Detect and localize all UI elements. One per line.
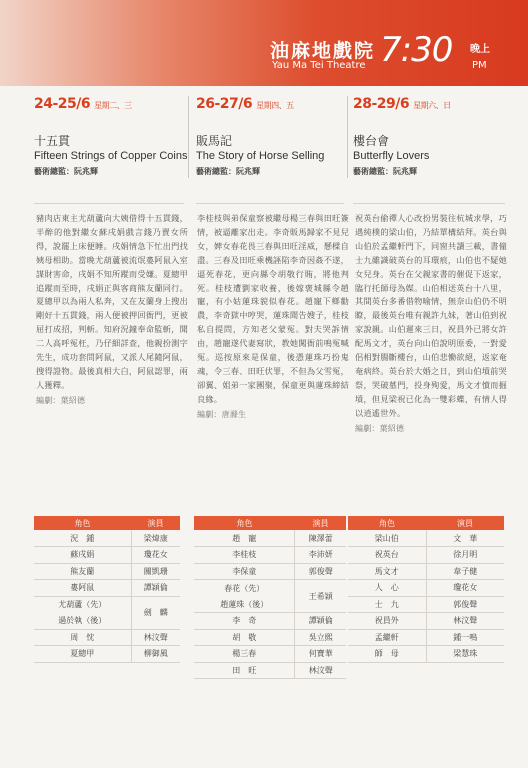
actor-cell: 譚穎倫 — [131, 580, 180, 597]
role-cell: 夏總甲 — [34, 646, 131, 663]
role-cell: 孟繼軒 — [348, 629, 426, 646]
table-row — [194, 613, 346, 630]
show-editor: 編劇：葉紹德 — [36, 395, 86, 405]
cast-header-actor: 演員 — [131, 516, 180, 530]
show-weekday: 星期六、日 — [413, 101, 451, 110]
actor-cell: 柳御風 — [131, 646, 180, 663]
role-cell: 祝英台 — [348, 547, 426, 564]
role-cell: 士 九 — [348, 596, 426, 613]
actor-cell: 何寶華 — [295, 646, 346, 663]
table-row — [348, 563, 504, 580]
venue-name-cn: 油麻地戲院 — [270, 40, 376, 62]
show-synopsis — [36, 212, 188, 408]
table-row — [348, 629, 504, 646]
show-date: 24-25/6 星期二、三 — [34, 96, 132, 112]
cast-header-role: 角色 — [34, 516, 131, 530]
actor-cell: 李沛妍 — [295, 547, 346, 564]
table-row — [348, 530, 504, 547]
show-title-cn: 樓台會 — [353, 134, 390, 148]
actor-cell: 瓊花女 — [426, 580, 504, 597]
header-banner — [0, 0, 528, 86]
divider — [34, 203, 184, 204]
cast-header-actor: 演員 — [295, 516, 346, 530]
role-cell: 趙蓮珠（後） — [194, 596, 295, 613]
role-cell: 李桂枝 — [194, 547, 295, 564]
table-row — [34, 530, 180, 547]
show-time-en: PM — [472, 60, 487, 71]
table-row — [34, 580, 180, 597]
role-cell: 熊友蘭 — [34, 563, 131, 580]
actor-cell: 郭俊聲 — [426, 596, 504, 613]
role-cell: 師 母 — [348, 646, 426, 663]
synopsis-text: 祝英台偷禪人心改扮男裝往杭城求學，巧遇純樸的梁山伯，乃結單構結拜。英台與山伯於孟繼軒門下，同窗共讀三載，書僮士九雖識破英台的耳環痕，山伯也不疑她女兒身。英台在父親家書的催促下返家，臨行托師母為媒。山伯相送英台十八里，其間英台多番借物喻情，無奈山伯仍不明瞭，最後英台唯有親許九妹，著山伯到祝家說親。山伯遲來三日，祝員外已將女許配馬文才，英台向山伯說明原委，一對愛侶相對腸斷樓台，山伯悲慟欲絕，返家奄奄病終。英台於大婚之日，到山伯墳前哭祭，哭破墓門，投身殉愛，馬文才憤而掘墳，但見梁祝已化為一雙彩蝶，有情人得以逍遙世外。 — [355, 213, 507, 418]
role-cell: 李保童 — [194, 563, 295, 580]
actor-cell: 王希穎 — [295, 580, 346, 613]
show-director: 藝術總監：阮兆輝 — [353, 167, 417, 176]
cast-header-actor: 演員 — [426, 516, 504, 530]
actor-cell: 郭俊聲 — [295, 563, 346, 580]
actor-cell: 韋子健 — [426, 563, 504, 580]
table-row — [194, 662, 346, 679]
show-column-3 — [353, 96, 509, 177]
actor-cell: 陳澤蕾 — [295, 530, 346, 547]
table-row — [194, 646, 346, 663]
role-cell: 趙 寵 — [194, 530, 295, 547]
actor-cell: 譚穎倫 — [295, 613, 346, 630]
table-row — [34, 596, 180, 613]
show-time-cn: 晚上 — [470, 44, 490, 55]
cast-table-3 — [348, 516, 504, 663]
actor-cell: 吳立熙 — [295, 629, 346, 646]
cast-header-role: 角色 — [194, 516, 295, 530]
actor-cell: 林汶聲 — [295, 662, 346, 679]
show-title-en: The Story of Horse Selling — [196, 150, 325, 162]
actor-cell: 林汶聲 — [426, 613, 504, 630]
cast-table-2 — [194, 516, 346, 679]
role-cell: 周 忱 — [34, 629, 131, 646]
show-editor: 編劇：葉紹德 — [355, 423, 405, 433]
role-cell: 祝員外 — [348, 613, 426, 630]
show-title-cn: 販馬記 — [196, 134, 233, 148]
table-row — [194, 563, 346, 580]
show-title-en: Butterfly Lovers — [353, 150, 430, 162]
show-date: 26-27/6 星期四、五 — [196, 96, 294, 112]
role-cell: 梁山伯 — [348, 530, 426, 547]
divider — [196, 203, 344, 204]
role-cell: 李 奇 — [194, 613, 295, 630]
show-column-1 — [34, 96, 190, 177]
synopsis-text: 豬肉店東主尤葫蘆向大姨借得十五貫錢，半醉的他對繼女蘇戌娟戲言錢乃賣女所得，說罷上床便睡。戌娟情急下忙出門找姨母相助。當晚尤葫蘆被流氓婁阿鼠入室謀財害命，戌娟不知所蹤而受嫌。夏總甲追蹤而至時，戌娟正與客商熊友蘭同行。夏總甲以為兩人私奔，又在友蘭身上搜出剛好十五貫錢，兩人便被押回衙門，更被屈打成招，判斬。知府況鐘奉命監斬，聞二人高呼冤枉，乃仔細詳查，他親扮測字先生，成功套問阿鼠，又派人尾隨阿鼠，搜得證物。最後真相大白，阿鼠認罪，兩人獲釋。 — [36, 213, 188, 390]
actor-cell: 劍 麟 — [131, 596, 180, 629]
show-editor: 編劇：唐滌生 — [197, 409, 247, 419]
show-synopsis — [197, 212, 349, 422]
table-row — [348, 580, 504, 597]
actor-cell: 關凱珊 — [131, 563, 180, 580]
role-cell: 過於執（後） — [34, 613, 131, 630]
cast-table-1 — [34, 516, 180, 663]
table-row — [194, 629, 346, 646]
actor-cell: 梁煒康 — [131, 530, 180, 547]
show-time: 7:30 — [380, 30, 453, 70]
role-cell: 胡 敬 — [194, 629, 295, 646]
table-row — [194, 547, 346, 564]
show-title-en: Fifteen Strings of Copper Coins — [34, 150, 188, 162]
actor-cell: 鍾一鳴 — [426, 629, 504, 646]
actor-cell: 徐月明 — [426, 547, 504, 564]
role-cell: 春花（先） — [194, 580, 295, 597]
role-cell: 況 鍾 — [34, 530, 131, 547]
show-title-cn: 十五貫 — [34, 134, 71, 148]
actor-cell: 梁慧珠 — [426, 646, 504, 663]
role-cell: 馬文才 — [348, 563, 426, 580]
actor-cell: 林汶聲 — [131, 629, 180, 646]
table-row — [34, 629, 180, 646]
show-director: 藝術總監：阮兆輝 — [34, 167, 98, 176]
show-weekday: 星期二、三 — [94, 101, 132, 110]
cast-header-role: 角色 — [348, 516, 426, 530]
role-cell: 婁阿鼠 — [34, 580, 131, 597]
role-cell: 蘇戌娟 — [34, 547, 131, 564]
show-weekday: 星期四、五 — [256, 101, 294, 110]
role-cell: 楊三春 — [194, 646, 295, 663]
role-cell: 人 心 — [348, 580, 426, 597]
synopsis-text: 李桂枝與弟保童察被繼母楊三春與田旺簽情，被逼離家出走。李奇販馬歸家不見兒女，婢女春花畏三春與田旺淫威，懸樑自盡。三春及田旺乘機誣陷李奇因姦不遂，逼死春花，更向縣令胡敬行賄，將他判死。桂枝遭劉家收養，後嫁褒城縣令趙寵，有小姑蓮珠貌似春花。趙寵下鄉勸農，李奇獄中哼哭，蓮珠聞告嫂子，桂枝私自提問，方知老父蒙冤。對夫哭訴情由，趙寵遂代妻寫狀，教她闖衙前鳴冤喊冤。巡按原來是保童，後憑蓮珠巧扮鬼魂，令三春、田旺伏罪，不但為父雪冤，卻翼、姐弟一家團聚，保童更與蓮珠締結良緣。 — [197, 213, 349, 404]
table-row — [348, 596, 504, 613]
show-date: 28-29/6 星期六、日 — [353, 96, 451, 112]
show-column-2 — [196, 96, 352, 177]
venue-name-en: Yau Ma Tei Theatre — [272, 60, 366, 71]
table-row — [34, 646, 180, 663]
show-director: 藝術總監：阮兆輝 — [196, 167, 260, 176]
actor-cell: 文 華 — [426, 530, 504, 547]
table-row — [34, 547, 180, 564]
role-cell: 田 旺 — [194, 662, 295, 679]
table-row — [34, 563, 180, 580]
table-row — [194, 580, 346, 597]
table-row — [348, 646, 504, 663]
actor-cell: 瓊花女 — [131, 547, 180, 564]
divider — [353, 203, 505, 204]
table-row — [348, 613, 504, 630]
role-cell: 尤葫蘆（先） — [34, 596, 131, 613]
table-row — [348, 547, 504, 564]
table-row — [194, 530, 346, 547]
show-synopsis — [355, 212, 507, 436]
